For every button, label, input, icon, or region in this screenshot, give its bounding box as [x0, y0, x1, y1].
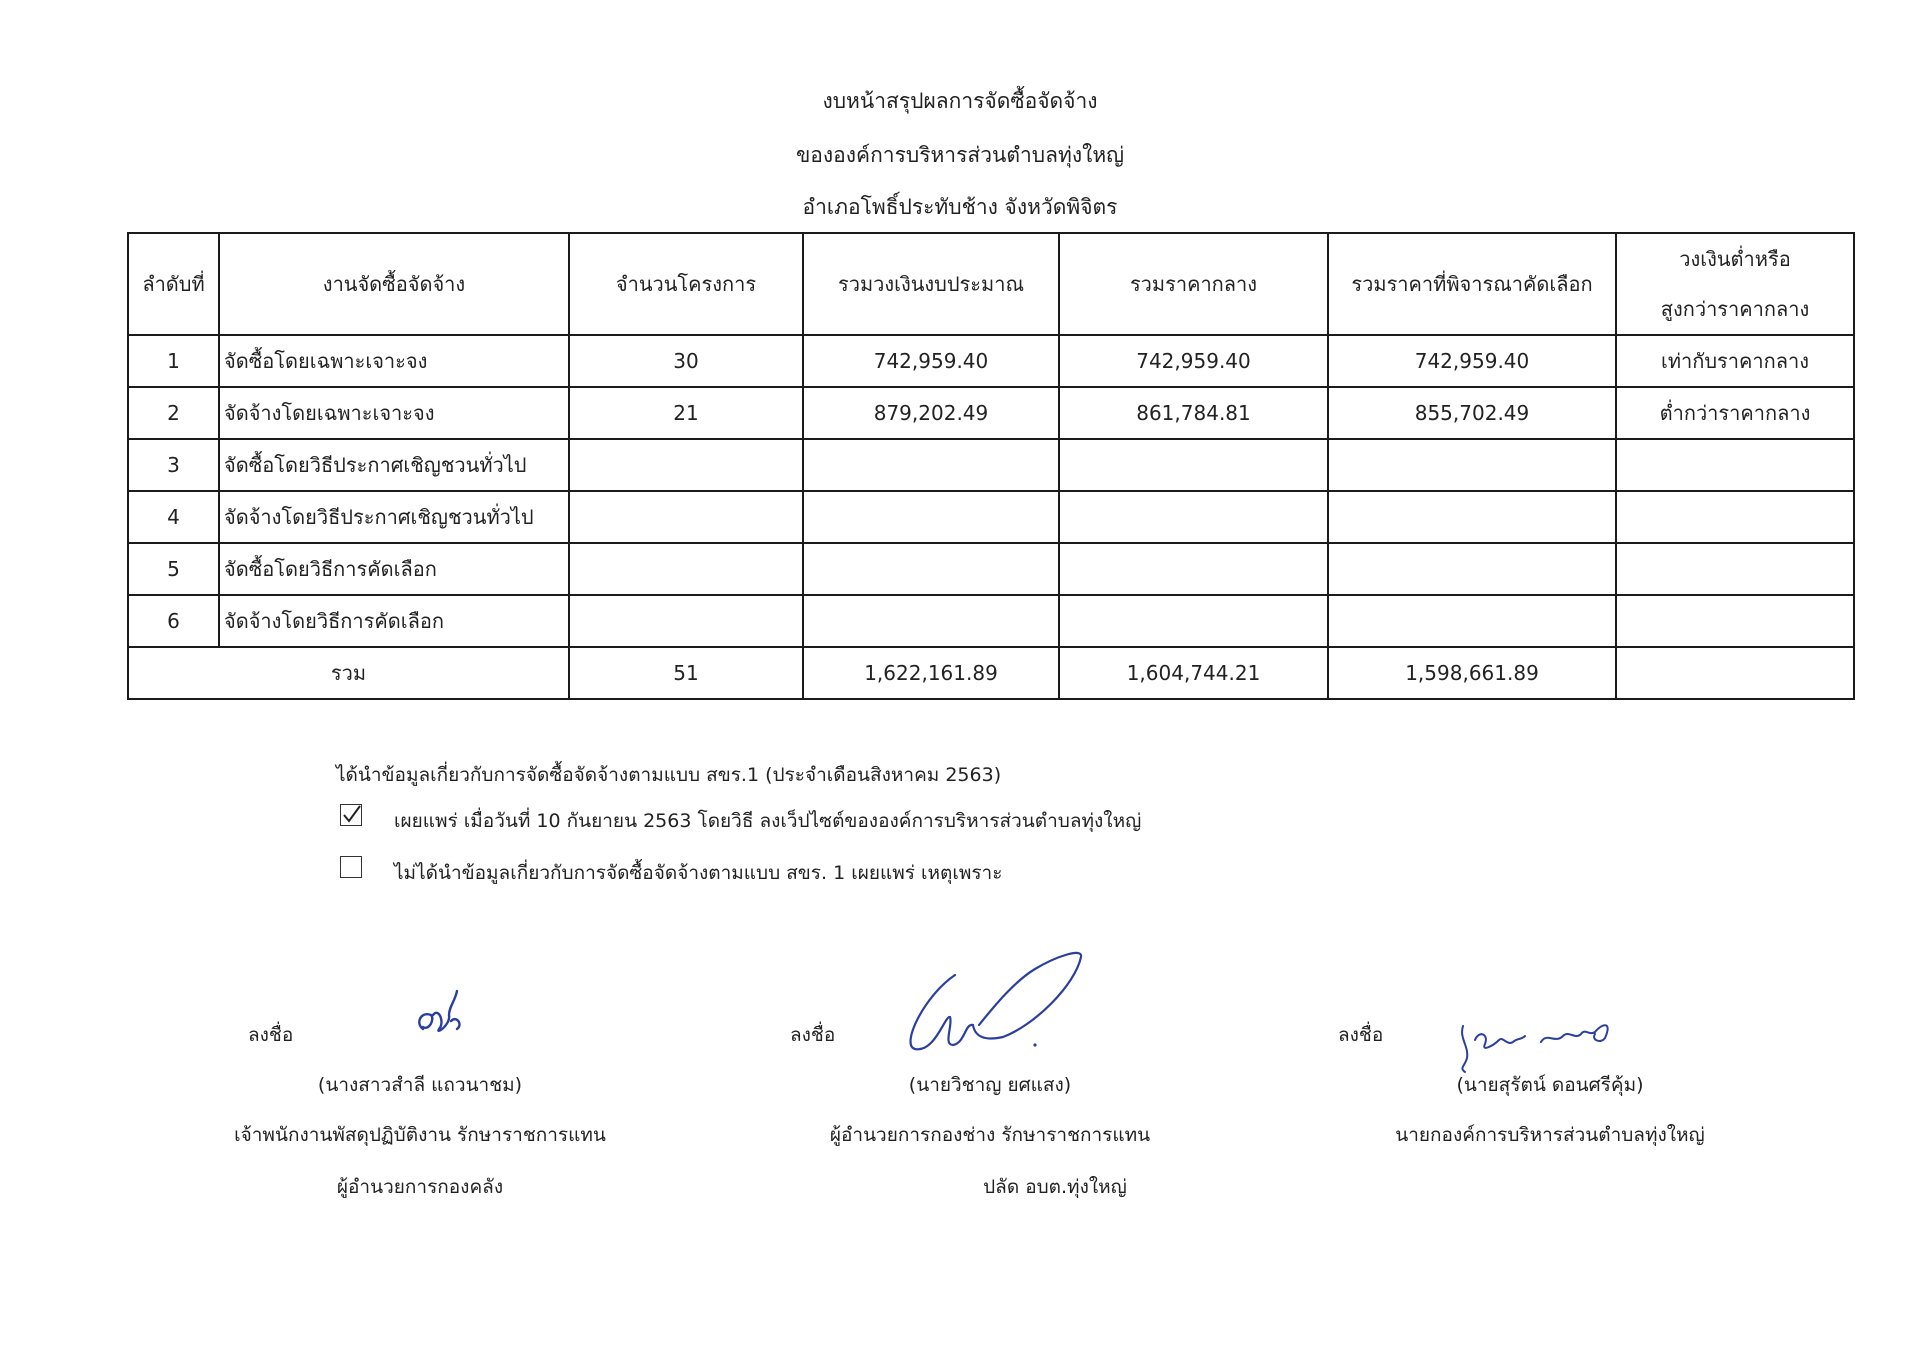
sign-label: ลงชื่อ — [790, 1024, 836, 1046]
cell-procurement-type: จัดจ้างโดยเฉพาะเจาะจง — [219, 387, 569, 439]
cell-budget — [803, 491, 1059, 543]
header-procurement-type: งานจัดซื้อจัดจ้าง — [219, 233, 569, 335]
checkbox-empty-icon[interactable] — [340, 856, 362, 878]
cell-project-count: 30 — [569, 335, 803, 387]
checkmark-icon — [341, 805, 361, 825]
cell-procurement-type: จัดซื้อโดยวิธีประกาศเชิญชวนทั่วไป — [219, 439, 569, 491]
cell-procurement-type: จัดจ้างโดยวิธีการคัดเลือก — [219, 595, 569, 647]
cell-difference: เท่ากับราคากลาง — [1616, 335, 1854, 387]
not-published-option-text: ไม่ได้นำข้อมูลเกี่ยวกับการจัดซื้อจัดจ้างตามแบบ สขร. 1 เผยแพร่ เหตุเพราะ — [394, 862, 1003, 884]
cell-project-count — [569, 491, 803, 543]
cell-selected-price: 742,959.40 — [1328, 335, 1616, 387]
cell-procurement-type: จัดซื้อโดยเฉพาะเจาะจง — [219, 335, 569, 387]
cell-difference: ต่ำกว่าราคากลาง — [1616, 387, 1854, 439]
cell-selected-price — [1328, 491, 1616, 543]
header-difference-line-2: สูงกว่าราคากลาง — [1660, 297, 1810, 321]
sign-label: ลงชื่อ — [1338, 1024, 1384, 1046]
cell-project-count — [569, 595, 803, 647]
table-total-row — [128, 647, 1854, 699]
cell-selected-price — [1328, 595, 1616, 647]
header-order: ลำดับที่ — [128, 233, 219, 335]
document-subtitle-location: อำเภอโพธิ์ประทับช้าง จังหวัดพิจิตร — [802, 195, 1118, 219]
cell-median-price — [1059, 543, 1328, 595]
cell-selected-price — [1328, 543, 1616, 595]
cell-procurement-type: จัดซื้อโดยวิธีการคัดเลือก — [219, 543, 569, 595]
cell-selected-price — [1328, 439, 1616, 491]
cell-budget: 742,959.40 — [803, 335, 1059, 387]
checkbox-checked-icon[interactable] — [340, 804, 362, 826]
table-row — [128, 491, 1854, 543]
cell-total-difference — [1616, 647, 1854, 699]
signer-position-line-2: ผู้อำนวยการกองคลัง — [336, 1176, 504, 1198]
cell-difference — [1616, 543, 1854, 595]
cell-difference — [1616, 439, 1854, 491]
cell-budget — [803, 595, 1059, 647]
cell-order: 6 — [128, 595, 219, 647]
signer-name: (นายวิชาญ ยศแสง) — [908, 1074, 1072, 1096]
table-row — [128, 439, 1854, 491]
publication-note: ได้นำข้อมูลเกี่ยวกับการจัดซื้อจัดจ้างตามแบบ สขร.1 (ประจำเดือนสิงหาคม 2563) — [336, 764, 1002, 786]
signature-image — [405, 985, 475, 1055]
header-total-median-price: รวมราคากลาง — [1059, 233, 1328, 335]
cell-selected-price: 855,702.49 — [1328, 387, 1616, 439]
cell-order: 3 — [128, 439, 219, 491]
table-row — [128, 335, 1854, 387]
cell-order: 4 — [128, 491, 219, 543]
procurement-summary-table — [127, 232, 1855, 700]
sign-label: ลงชื่อ — [248, 1024, 294, 1046]
cell-order: 2 — [128, 387, 219, 439]
cell-project-count: 21 — [569, 387, 803, 439]
cell-median-price — [1059, 491, 1328, 543]
cell-total-label: รวม — [128, 647, 569, 699]
cell-median-price: 742,959.40 — [1059, 335, 1328, 387]
cell-difference — [1616, 491, 1854, 543]
cell-total-budget: 1,622,161.89 — [803, 647, 1059, 699]
cell-total-median-price: 1,604,744.21 — [1059, 647, 1328, 699]
cell-budget: 879,202.49 — [803, 387, 1059, 439]
signer-position-line-2: ปลัด อบต.ทุ่งใหญ่ — [983, 1176, 1127, 1198]
signature-image — [895, 945, 1095, 1060]
cell-difference — [1616, 595, 1854, 647]
header-project-count: จำนวนโครงการ — [569, 233, 803, 335]
header-difference-line-1: วงเงินต่ำหรือ — [1679, 247, 1791, 271]
signer-position-line-1: ผู้อำนวยการกองช่าง รักษาราชการแทน — [829, 1124, 1151, 1146]
cell-total-projects: 51 — [569, 647, 803, 699]
cell-order: 1 — [128, 335, 219, 387]
document-subtitle-organization: ขององค์การบริหารส่วนตำบลทุ่งใหญ่ — [795, 143, 1125, 167]
signer-name: (นายสุรัตน์ ดอนศรีคุ้ม) — [1456, 1074, 1644, 1096]
signer-name: (นางสาวสำลี แถวนาชม) — [317, 1074, 523, 1096]
cell-budget — [803, 439, 1059, 491]
cell-order: 5 — [128, 543, 219, 595]
header-total-budget: รวมวงเงินงบประมาณ — [803, 233, 1059, 335]
document-title: งบหน้าสรุปผลการจัดซื้อจัดจ้าง — [822, 89, 1098, 113]
cell-median-price: 861,784.81 — [1059, 387, 1328, 439]
table-row — [128, 595, 1854, 647]
header-total-selected-price: รวมราคาที่พิจารณาคัดเลือก — [1328, 233, 1616, 335]
cell-project-count — [569, 439, 803, 491]
table-header-row — [128, 233, 1854, 335]
table-row — [128, 543, 1854, 595]
cell-project-count — [569, 543, 803, 595]
cell-median-price — [1059, 595, 1328, 647]
signer-position-line-1: นายกองค์การบริหารส่วนตำบลทุ่งใหญ่ — [1395, 1124, 1705, 1146]
cell-budget — [803, 543, 1059, 595]
published-option-text: เผยแพร่ เมื่อวันที่ 10 กันยายน 2563 โดยวิธี ลงเว็ปไซต์ขององค์การบริหารส่วนตำบลทุ่งใหญ่ — [394, 810, 1142, 832]
cell-total-selected-price: 1,598,661.89 — [1328, 647, 1616, 699]
signer-position-line-1: เจ้าพนักงานพัสดุปฏิบัติงาน รักษาราชการแทน — [234, 1124, 606, 1146]
cell-procurement-type: จัดจ้างโดยวิธีประกาศเชิญชวนทั่วไป — [219, 491, 569, 543]
table-row — [128, 387, 1854, 439]
header-difference — [1616, 233, 1854, 335]
cell-median-price — [1059, 439, 1328, 491]
